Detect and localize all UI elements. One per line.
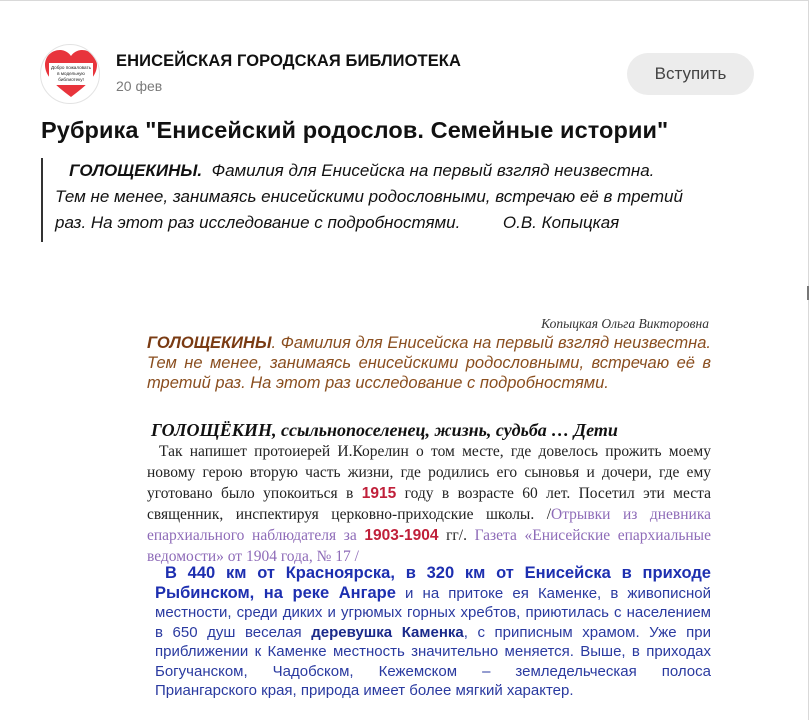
- post-header: [40, 44, 760, 106]
- group-name-link[interactable]: ЕНИСЕЙСКАЯ ГОРОДСКАЯ БИБЛИОТЕКА: [116, 52, 461, 70]
- p2-village: деревушка Каменка: [311, 623, 464, 641]
- quote-line-3: [55, 210, 761, 236]
- document-paragraph-1: [147, 441, 711, 567]
- quote-line3-text: раз. На этот раз исследование с подробностями.: [55, 213, 461, 232]
- p1-text-c: гг/.: [438, 527, 475, 544]
- p1-violet-b: Газета «Енисейские епархиальные ведомости» от 1904 года, № 17 /: [147, 527, 711, 565]
- p1-text-b: году в возрасте 60 лет. Посетил эти места священник, инспектируя церковно-приходские школы. /: [147, 485, 711, 523]
- p1-text-a: Так напишет протоиерей И.Корелин о том месте, где довелось прожить моему новому герою вторую часть жизни, где родились его сыновья и дочери, где ему уготовано было упокоиться в: [147, 443, 711, 502]
- avatar-text-1: Добро пожаловать: [51, 65, 91, 70]
- post-date[interactable]: 20 фев: [116, 78, 163, 94]
- quote-line-2: Тем не менее, занимаясь енисейскими родословными, встречаю её в третий: [55, 187, 683, 206]
- document-intro-text: . Фамилия для Енисейска на первый взгляд неизвестна. Тем не менее, занимаясь енисейскими родословными, встречаю её в третий раз. На этот раз исследование с подробностями.: [147, 334, 711, 392]
- p2-bold: В 440 км от Красноярска, в 320 км от Енисейска в приходе Рыбинском, на реке Ангаре: [155, 564, 711, 602]
- join-button[interactable]: Вступить: [627, 53, 754, 95]
- quote-line1-text: Фамилия для Енисейска на первый взгляд неизвестна.: [211, 161, 655, 180]
- post-quote: [41, 158, 761, 242]
- top-divider: [0, 0, 809, 1]
- group-avatar[interactable]: [40, 44, 100, 104]
- p1-years: 1903-1904: [364, 527, 439, 544]
- quote-surname: ГОЛОЩЕКИНЫ.: [69, 161, 203, 180]
- document-intro-surname: ГОЛОЩЕКИНЫ: [147, 334, 272, 352]
- heart-logo-icon: [41, 45, 100, 104]
- document-subtitle: ГОЛОЩЁКИН, ссыльнопоселенец, жизнь, судьба … Дети: [151, 420, 618, 440]
- avatar-text-2: в модельную: [57, 71, 85, 76]
- document-author: Копыцкая Ольга Викторовна: [541, 316, 709, 331]
- p2-text-a: и на притоке ея Каменке, в живописной местности, среди диких и угрюмых горных хребтов, приютилась с населением в 650 душ веселая: [155, 584, 711, 641]
- p1-year: 1915: [361, 485, 397, 502]
- p1-violet-a: Отрывки из дневника епархиального наблюдателя за: [147, 506, 712, 544]
- document-intro: [147, 333, 711, 393]
- p2-text-b: , с приписным храмом. Уже при приближении к Каменке местность значительно меняется. Выше, в приходах Богучанском, Чадобском, Кежемском – земледельческая полоса Приангарского края, природа имеет более мягкий характер.: [155, 623, 711, 699]
- avatar-text-3: библиотеку!: [58, 77, 84, 82]
- quote-author: О.В. Копыцкая: [502, 213, 620, 232]
- post-title: Рубрика "Енисейский родослов. Семейные истории": [41, 117, 669, 143]
- post-image-document[interactable]: [103, 300, 739, 720]
- document-paragraph-2: [155, 564, 711, 701]
- quote-line-1: [55, 158, 761, 184]
